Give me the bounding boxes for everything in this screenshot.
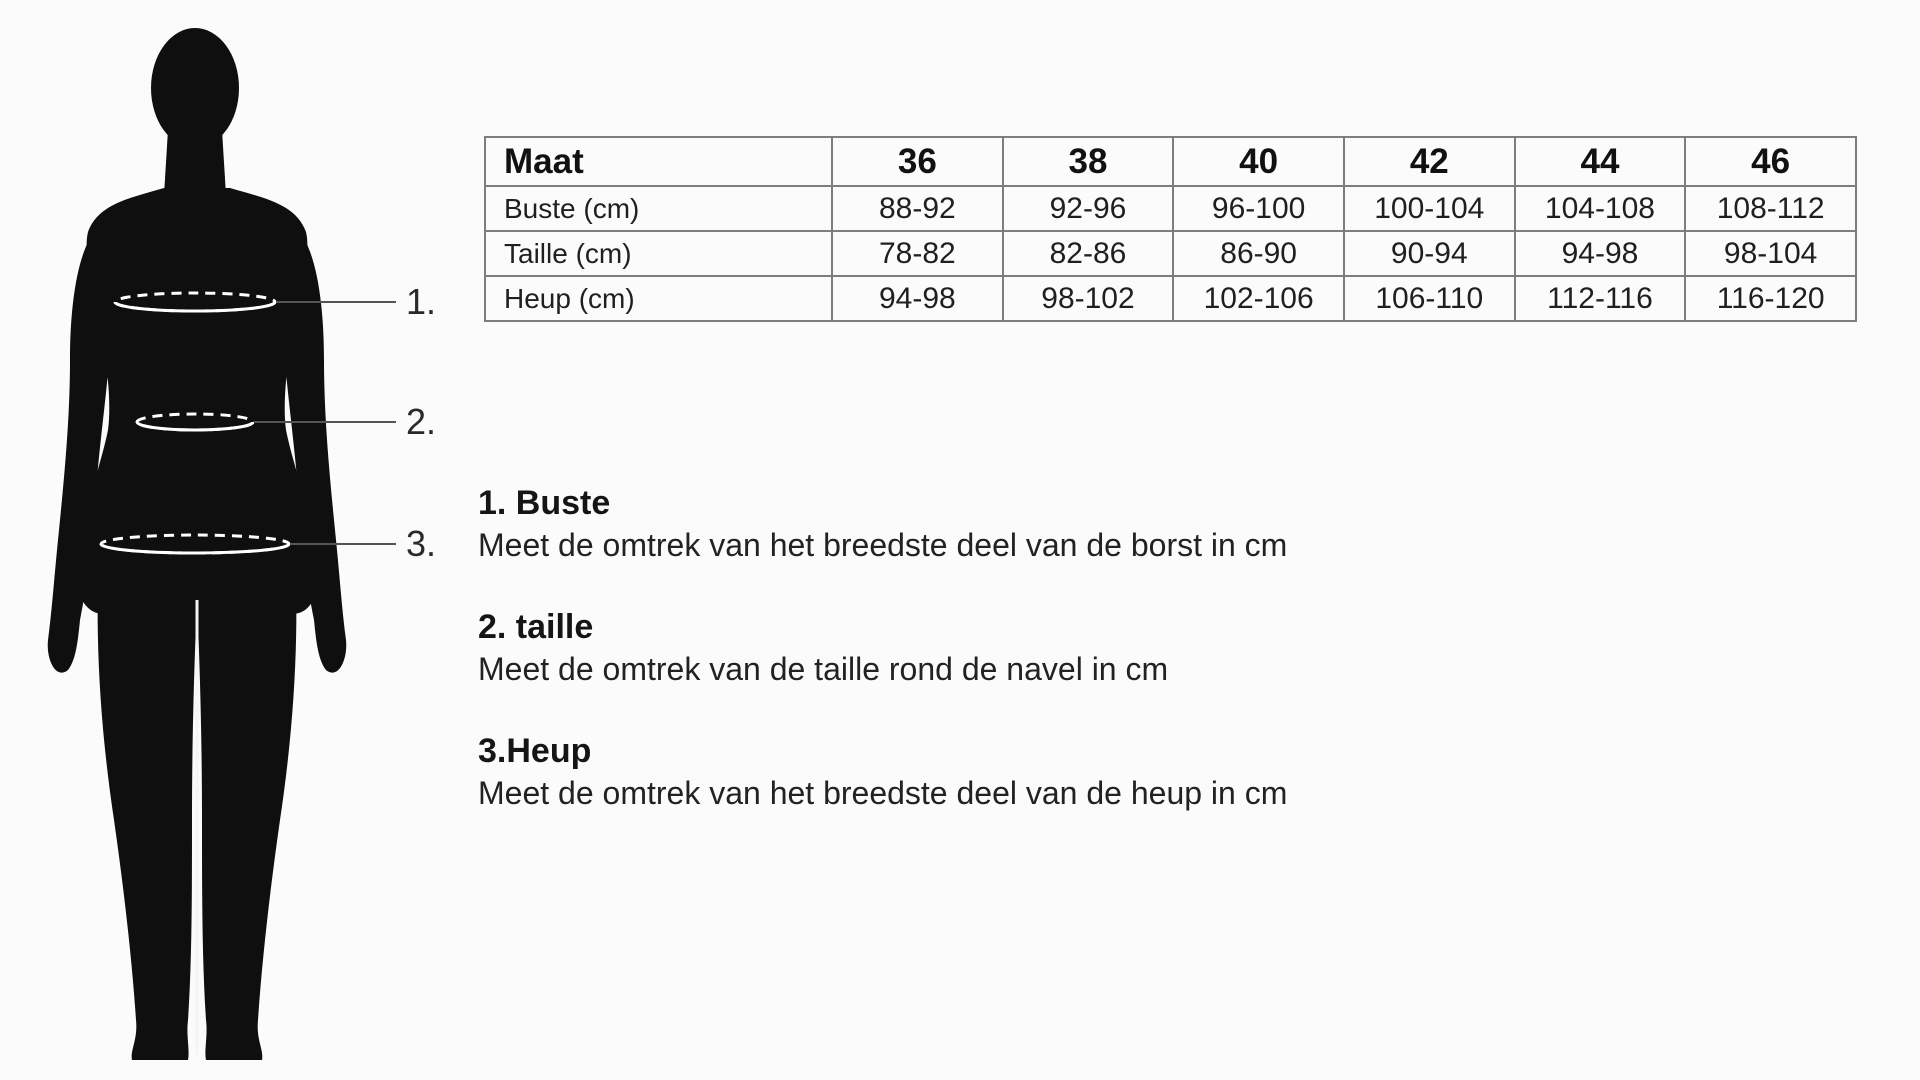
table-row-bust xyxy=(485,186,1856,231)
table-cell: 106-110 xyxy=(1344,276,1515,321)
instruction-bust xyxy=(478,482,1778,566)
table-cell: 98-104 xyxy=(1685,231,1856,276)
table-cell: 90-94 xyxy=(1344,231,1515,276)
instruction-title: 1. Buste xyxy=(478,484,611,522)
size-header-row xyxy=(485,137,1856,186)
instruction-title: 2. taille xyxy=(478,608,594,646)
table-cell: 88-92 xyxy=(832,186,1003,231)
row-label-bust: Buste (cm) xyxy=(485,186,832,231)
table-cell: 108-112 xyxy=(1685,186,1856,231)
table-cell: 92-96 xyxy=(1003,186,1174,231)
marker-label-1: 1. xyxy=(406,281,437,322)
instruction-text: Meet de omtrek van het breedste deel van de heup in cm xyxy=(478,775,1288,811)
measurement-instructions xyxy=(478,482,1778,854)
instruction-text: Meet de omtrek van de taille rond de navel in cm xyxy=(478,651,1169,687)
table-cell: 94-98 xyxy=(832,276,1003,321)
silhouette-neck xyxy=(164,130,226,195)
size-header-42: 42 xyxy=(1344,137,1515,186)
instruction-waist xyxy=(478,606,1778,690)
table-cell: 102-106 xyxy=(1173,276,1344,321)
marker-label-2: 2. xyxy=(406,401,437,442)
table-cell: 86-90 xyxy=(1173,231,1344,276)
table-cell: 82-86 xyxy=(1003,231,1174,276)
size-chart-table xyxy=(484,136,1857,322)
instruction-hip xyxy=(478,730,1778,814)
size-header-38: 38 xyxy=(1003,137,1174,186)
table-cell: 78-82 xyxy=(832,231,1003,276)
table-row-waist xyxy=(485,231,1856,276)
size-header-label: Maat xyxy=(485,137,832,186)
table-cell: 98-102 xyxy=(1003,276,1174,321)
table-cell: 94-98 xyxy=(1515,231,1686,276)
row-label-hip: Heup (cm) xyxy=(485,276,832,321)
table-cell: 112-116 xyxy=(1515,276,1686,321)
size-header-40: 40 xyxy=(1173,137,1344,186)
instruction-title: 3.Heup xyxy=(478,732,592,770)
table-cell: 100-104 xyxy=(1344,186,1515,231)
table-cell: 96-100 xyxy=(1173,186,1344,231)
table-cell: 116-120 xyxy=(1685,276,1856,321)
silhouette-torso xyxy=(76,188,318,614)
instruction-text: Meet de omtrek van het breedste deel van de borst in cm xyxy=(478,527,1288,563)
body-silhouette-figure xyxy=(40,20,460,1080)
size-header-36: 36 xyxy=(832,137,1003,186)
body-silhouette-svg xyxy=(40,20,460,1080)
table-cell: 104-108 xyxy=(1515,186,1686,231)
marker-label-3: 3. xyxy=(406,523,437,564)
size-header-44: 44 xyxy=(1515,137,1686,186)
row-label-waist: Taille (cm) xyxy=(485,231,832,276)
table-row-hip xyxy=(485,276,1856,321)
size-header-46: 46 xyxy=(1685,137,1856,186)
